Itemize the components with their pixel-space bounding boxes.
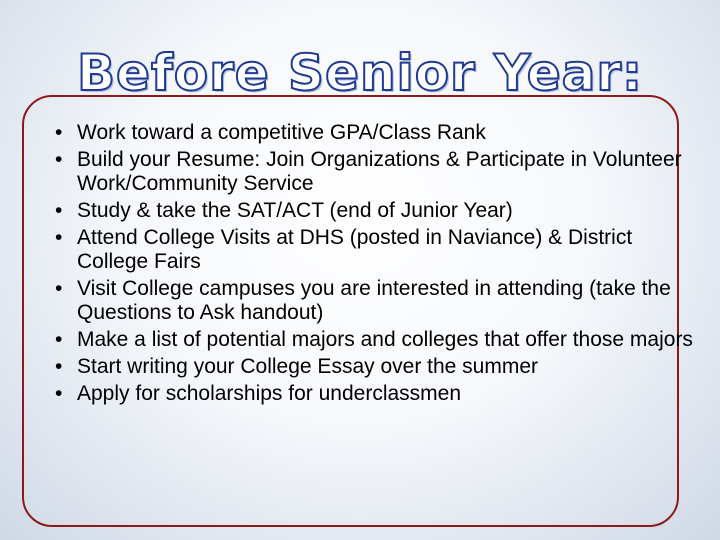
- list-item: [55, 328, 695, 352]
- list-item: [55, 226, 695, 274]
- slide-title: Before Senior Year:: [76, 44, 644, 102]
- list-item-text: Visit College campuses you are interested in attending (take the Questions to Ask handout): [77, 277, 671, 324]
- bullet-icon: •: [55, 328, 63, 351]
- list-item-text: Attend College Visits at DHS (posted in Naviance) & District College Fairs: [77, 226, 633, 273]
- list-item-text: Make a list of potential majors and colleges that offer those majors: [77, 328, 693, 351]
- list-item-text: Build your Resume: Join Organizations & Participate in Volunteer Work/Community Service: [77, 148, 682, 195]
- list-item: [55, 277, 695, 325]
- list-item: [55, 148, 695, 196]
- list-item-text: Study & take the SAT/ACT (end of Junior Year): [77, 199, 513, 222]
- bullet-icon: •: [55, 382, 63, 405]
- list-item-text: Start writing your College Essay over the summer: [77, 355, 539, 378]
- list-item: [55, 355, 695, 379]
- list-item-text: Work toward a competitive GPA/Class Rank: [77, 121, 486, 144]
- bullet-icon: •: [55, 355, 63, 378]
- list-item: [55, 382, 695, 406]
- list-item: [55, 199, 695, 223]
- list-item-text: Apply for scholarships for underclassmen: [77, 382, 462, 405]
- bullet-icon: •: [55, 277, 63, 300]
- bullet-icon: •: [55, 226, 63, 249]
- bullet-icon: •: [55, 148, 63, 171]
- bullet-icon: •: [55, 199, 63, 222]
- list-item: [55, 121, 695, 145]
- bullet-icon: •: [55, 121, 63, 144]
- bullet-list: [55, 121, 695, 409]
